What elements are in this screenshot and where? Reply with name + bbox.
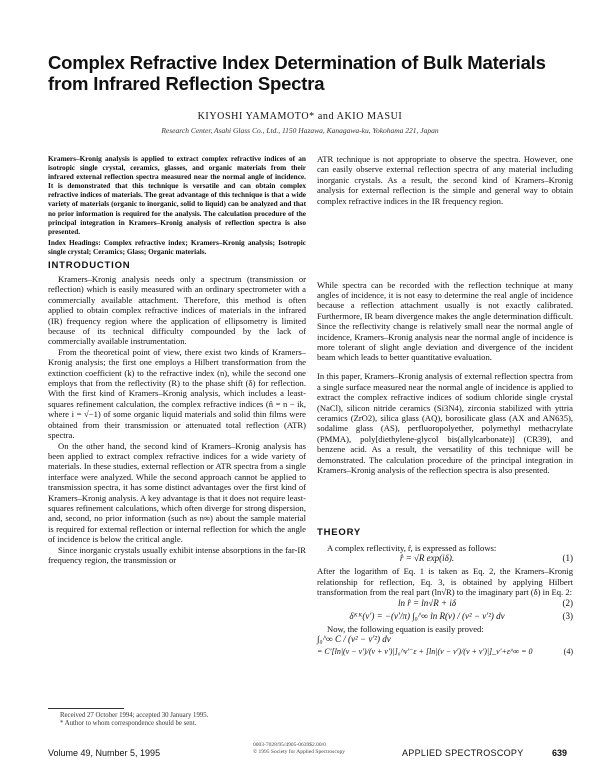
equation-1: [317, 553, 573, 566]
footer-volume: Volume 49, Number 5, 1995: [48, 748, 161, 758]
right-column-top: [317, 154, 573, 206]
abstract-text: Kramers–Kronig analysis is applied to extract complex refractive indices of an isotropic single crystal, ceramics, glasses, and organic materials from their infrared external reflection spectra measured near the normal angle of incidence. It is demonstrated that this technique is versatile and can obtain complex refractive indices of materials. The great advantage of this technique is that a wide variety of materials (organic to inorganic, solid to liquid) can be analyzed and that no prior information is required for the analysis. The calculation procedure of the principal integration in Kramers–Kronig analysis of reflection spectra is also presented.: [48, 154, 306, 236]
abstract: [48, 154, 306, 256]
footer-society: © 1995 Society for Applied Spectroscopy: [253, 749, 346, 755]
equation-1-expression: r̂ = √R exp(iδ).: [399, 553, 455, 564]
intro-paragraph-1: Kramers–Kronig analysis needs only a spectrum (transmission or reflection) which is easily measured with an ordinary spectrometer with a commercially available attachment. Therefore, this method is often applied to obtain complex refractive indices of materials in the infrared (IR) frequency region where the application of ellipsometry is limited because of its technical difficulty compounded by the lack of commercially available instrumentation.: [48, 274, 306, 347]
right-paragraph-1: ATR technique is not appropriate to observe the spectra. However, one can easily observe external reflection spectra of any material including inorganic crystals. As a result, the second kind of Kramers–Kronig analysis for external reflection is the simple and general way to obtain complex refractive indices in the IR frequency region.: [317, 154, 573, 206]
equation-3-number: (3): [562, 610, 573, 621]
right-column-middle: [317, 271, 573, 483]
introduction-heading: INTRODUCTION: [48, 260, 131, 271]
intro-paragraph-3: On the other hand, the second kind of Kramers–Kronig analysis has been applied to extract complex refractive indices for a wide variety of materials. In these studies, external reflection or ATR spectra from a single interface were analyzed. While the second approach cannot be applied to transmission spectra, it has some distinct advantages over the first kind of Kramers–Kronig analysis. A key advantage is that it does not require least-squares refinement calculations, which often diverge for strong dispersion, and, second, no prior information (such as n∞) about the sample material is required for external reflection or internal reflection for which the angle of incidence is below the critical angle.: [48, 440, 306, 545]
equation-4b: [317, 647, 573, 660]
theory-paragraph-1: A complex reflectivity, r̂, is expressed as follows:: [327, 543, 497, 553]
equation-4-number: (4): [563, 647, 573, 657]
article-title: Complex Refractive Index Determination of Bulk Materials from Infrared Reflection Spectra: [48, 52, 546, 94]
equation-3: [317, 611, 573, 624]
equation-4b-expression: = C′[ln|(ν − ν′)/(ν + ν′)|]₀^ν′⁻ε + [ln|(ν − ν′)/(ν + ν′)|]_ν′+ε^∞ = 0: [317, 647, 533, 657]
affiliation: Research Center, Asahi Glass Co., Ltd., 1150 Hazawa, Kanagawa-ku, Yokohama 221, Japan: [161, 126, 439, 135]
introduction-body: [48, 274, 306, 690]
intro-paragraph-2: From the theoretical point of view, there exist two kinds of Kramers–Kronig analysis; the first one employs a Hilbert transformation from the extinction coefficient (k) to the refractive index (n), while the second one employs that from the reflectivity (R) to the phase shift (δ) for reflection. With the first kind of Kramers–Kronig analysis, which includes a least-squares refinement calculation, the complex refractive indices (n̂ = n − ik, where i = √−1) of some organic liquid materials and solid thin films were obtained from their transmission or attenuated total reflection (ATR) spectra.: [48, 346, 306, 441]
theory-body: [317, 543, 573, 660]
right-paragraph-3: In this paper, Kramers–Kronig analysis of external reflection spectra from a single surface measured near the normal angle of incidence is applied to extract the complex refractive indices of sodium chloride single crystal (NaCl), silicon nitride ceramics (Si3N4), zirconia stabilized with yttria ceramics (ZrO2), silica glass (AQ), borosilicate glass (AX and AN635), sodalime glass (AS), perfluoropolyether, polymethyl methacrylate (PMMA), poly[diethylene-glycol bis(allylcarbonate)] (CR39), and benzene acid. As a result, the versatility of this technique will be demonstrated. The calculation procedure of the principal integration in Kramers–Kronig analysis of the reflection spectra is also presented.: [317, 371, 573, 476]
equation-2: [317, 598, 573, 611]
equation-1-number: (1): [562, 553, 573, 564]
footnote-correspondence: * Author to whom correspondence should be sent.: [60, 720, 197, 727]
equation-4a: [317, 634, 573, 647]
index-headings: Index Headings: Complex refractive index; Kramers–Kronig analysis; Isotropic single crystal; Ceramics; Glass; Organic materials.: [48, 237, 306, 256]
footer-copyright: [253, 742, 345, 756]
footer-journal: APPLIED SPECTROSCOPY: [402, 748, 524, 758]
theory-heading: THEORY: [317, 527, 362, 538]
right-paragraph-2: While spectra can be recorded with the reflection technique at many angles of incidence, it is not easy to determine the real angle of incidence because a reflection attachment usually is not exactly calibrated. Furthermore, IR beam divergence makes the angle determination difficult. Since the reflectivity change is relatively small near the normal angle of incidence, Kramers–Kronig analysis near the normal angle of incidence is more tolerant of slight angle deviation and divergence of the incident beam which leads to better quantitative evaluation.: [317, 279, 573, 363]
footer-issn: 0003-7028/95/4905-0639$2.00/0: [253, 742, 326, 748]
equation-2-expression: ln r̂ = ln√R + iδ: [397, 597, 457, 608]
footnote-rule: [48, 708, 124, 709]
intro-paragraph-4: Since inorganic crystals usually exhibit intense absorptions in the far-IR frequency region, the transmission or: [48, 544, 306, 565]
page-number: 639: [552, 748, 568, 758]
equation-2-number: (2): [562, 597, 573, 608]
theory-paragraph-3: Now, the following equation is easily proved:: [327, 623, 484, 634]
equation-4a-expression: ∫₀^∞ C / (ν² − ν′²) dν: [317, 634, 391, 645]
equation-3-expression: δᴷᴷ(ν′) = −(ν′/π) ∫₀^∞ ln R(ν) / (ν² − ν′²) dν: [349, 610, 505, 621]
footnotes: [60, 712, 300, 728]
authors: KIYOSHI YAMAMOTO* and AKIO MASUI: [197, 111, 403, 122]
footnote-received: Received 27 October 1994; accepted 30 January 1995.: [60, 712, 209, 719]
theory-paragraph-2: After the logarithm of Eq. 1 is taken as Eq. 2, the Kramers–Kronig relationship for reflection, Eq. 3, is obtained by applying Hilbert transformation from the real part (ln√R) to the imaginary part (δ) in Eq. 2:: [317, 566, 573, 598]
